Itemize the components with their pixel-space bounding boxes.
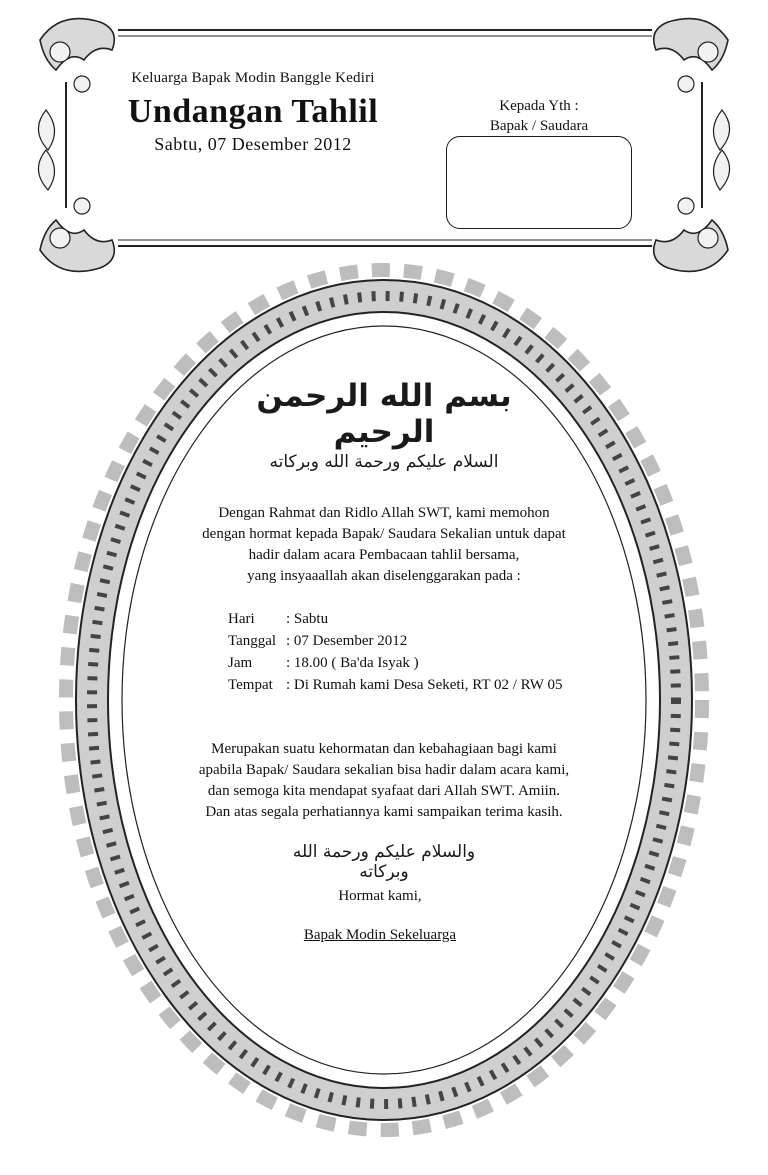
event-date-header: Sabtu, 07 Desember 2012 [154, 134, 352, 154]
intro-paragraph [170, 503, 598, 587]
detail-row-time [228, 652, 588, 674]
intro-line: Dengan Rahmat dan Ridlo Allah SWT, kami memohon [218, 505, 550, 521]
regards-text: Hormat kami, [338, 888, 422, 904]
detail-value: : Di Rumah kami Desa Seketi, RT 02 / RW 05 [286, 677, 563, 693]
closing-paragraph [170, 739, 598, 823]
detail-label: Tempat [228, 677, 273, 693]
intro-line: yang insyaaallah akan diselenggarakan pada : [247, 568, 521, 584]
detail-label: Hari [228, 611, 255, 627]
family-name: Keluarga Bapak Modin Banggle Kediri [131, 70, 375, 86]
closing-line: Merupakan suatu kehormatan dan kebahagiaan bagi kami [211, 741, 557, 757]
detail-value: : 18.00 ( Ba'da Isyak ) [286, 655, 419, 671]
invitation-title: Undangan Tahlil [127, 93, 379, 130]
closing-line: dan semoga kita mendapat syafaat dari Allah SWT. Amiin. [207, 783, 561, 799]
intro-line: hadir dalam acara Pembacaan tahlil bersama, [248, 547, 520, 563]
detail-row-date [228, 630, 588, 652]
detail-value: : 07 Desember 2012 [286, 633, 408, 649]
salam-opening-calligraphy: السلام عليكم ورحمة الله وبركاته [269, 452, 499, 472]
detail-row-day [228, 608, 588, 630]
recipient-label: Kepada Yth : [499, 98, 579, 114]
closing-line: Dan atas segala perhatiannya kami sampaikan terima kasih. [205, 804, 563, 820]
signer-name: Bapak Modin Sekeluarga [303, 927, 457, 943]
closing-line: apabila Bapak/ Saudara sekalian bisa hadir dalam acara kami, [198, 762, 570, 778]
intro-line: dengan hormat kepada Bapak/ Saudara Sekalian untuk dapat [202, 526, 566, 542]
detail-value: : Sabtu [286, 611, 329, 627]
recipient-name: Bapak / Saudara [489, 118, 589, 134]
address-box [446, 136, 632, 229]
event-details [228, 608, 588, 696]
detail-label: Jam [228, 655, 253, 671]
detail-row-place [228, 674, 588, 696]
salam-closing-calligraphy: والسلام عليكم ورحمة الله وبركاته [292, 842, 476, 882]
signer-block [260, 927, 500, 944]
basmala-calligraphy: بسم الله الرحمن الرحيم [256, 378, 512, 450]
detail-label: Tanggal [228, 633, 277, 649]
